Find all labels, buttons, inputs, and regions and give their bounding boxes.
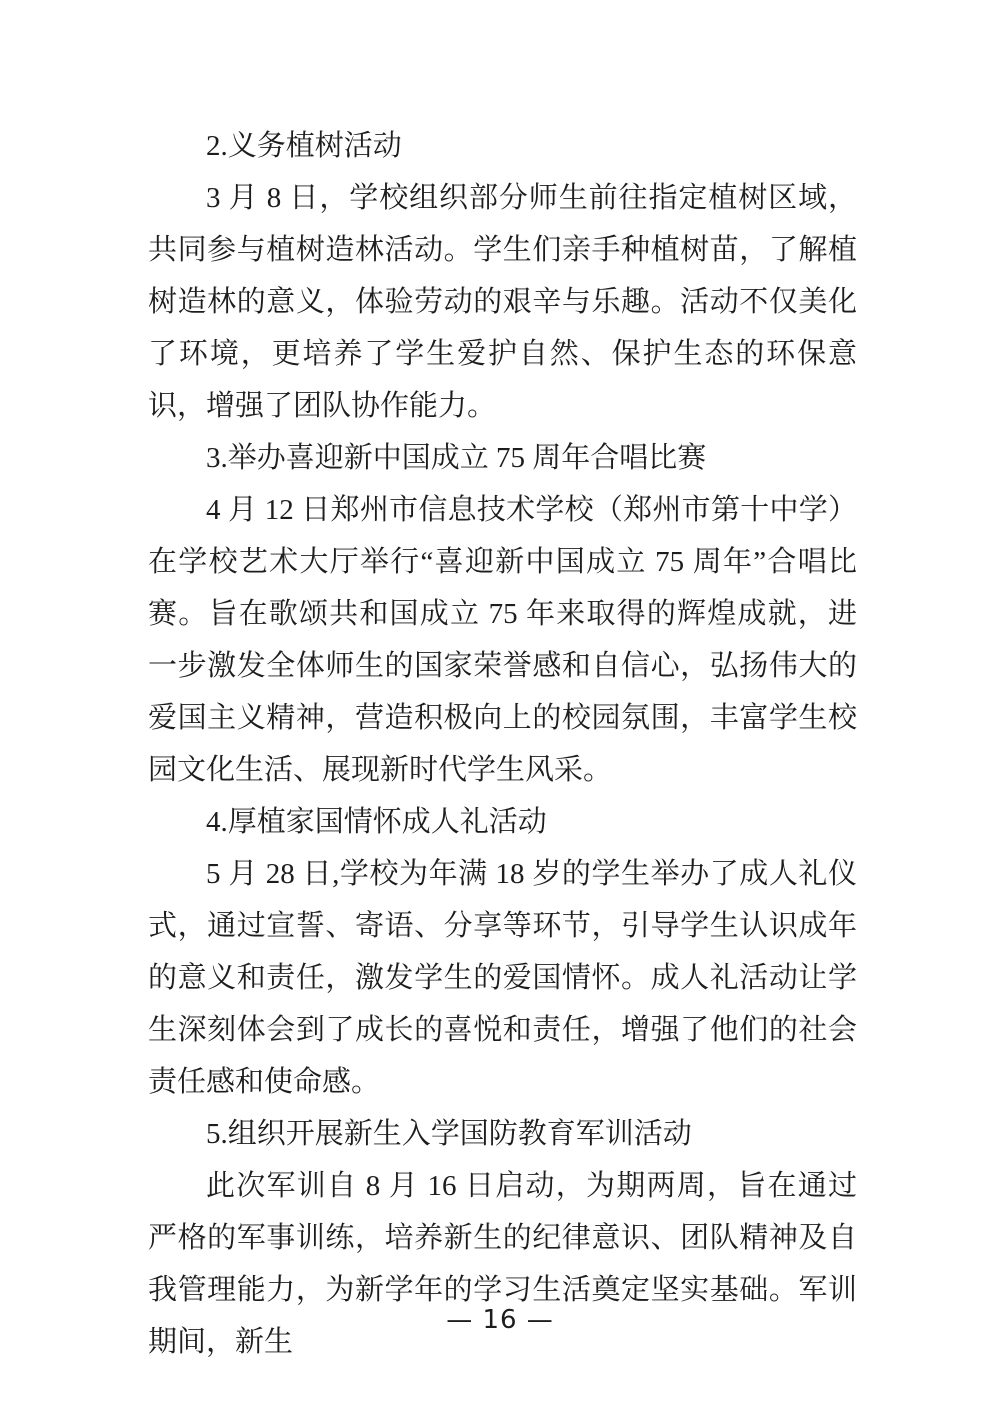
section-paragraph: 4 月 12 日郑州市信息技术学校（郑州市第十中学）在学校艺术大厅举行“喜迎新中国成立 75 周年”合唱比赛。旨在歌颂共和国成立 75 年来取得的辉煌成就，进一步激发全体师生的国家荣誉感和自信心，弘扬伟大的爱国主义精神，营造积极向上的校园氛围，丰富学生校园文化生活、展现新时代学生风采。: [148, 494, 857, 786]
page-number: — 16 —: [446, 1305, 554, 1335]
section-heading: 4.厚植家国情怀成人礼活动: [206, 806, 547, 838]
section-heading: 5.组织开展新生入学国防教育军训活动: [206, 1118, 692, 1150]
section-paragraph: 5 月 28 日,学校为年满 18 岁的学生举办了成人礼仪式，通过宣誓、寄语、分享等环节，引导学生认识成年的意义和责任，激发学生的爱国情怀。成人礼活动让学生深刻体会到了成长的喜悦和责任，增强了他们的社会责任感和使命感。: [148, 858, 857, 1098]
section-paragraph: 此次军训自 8 月 16 日启动，为期两周，旨在通过严格的军事训练，培养新生的纪律意识、团队精神及自我管理能力，为新学年的学习生活奠定坚实基础。军训期间，新生: [148, 1170, 857, 1358]
section-chorus-competition: [148, 432, 857, 796]
section-coming-of-age: [148, 796, 857, 1108]
page-footer: [0, 1305, 1000, 1335]
section-paragraph: 3 月 8 日，学校组织部分师生前往指定植树区域，共同参与植树造林活动。学生们亲手种植树苗，了解植树造林的意义，体验劳动的艰辛与乐趣。活动不仅美化了环境，更培养了学生爱护自然、保护生态的环保意识，增强了团队协作能力。: [148, 182, 857, 422]
section-heading: 3.举办喜迎新中国成立 75 周年合唱比赛: [206, 442, 707, 474]
page-content: [148, 120, 857, 1368]
section-heading: 2.义务植树活动: [206, 130, 402, 162]
section-tree-planting: [148, 120, 857, 432]
